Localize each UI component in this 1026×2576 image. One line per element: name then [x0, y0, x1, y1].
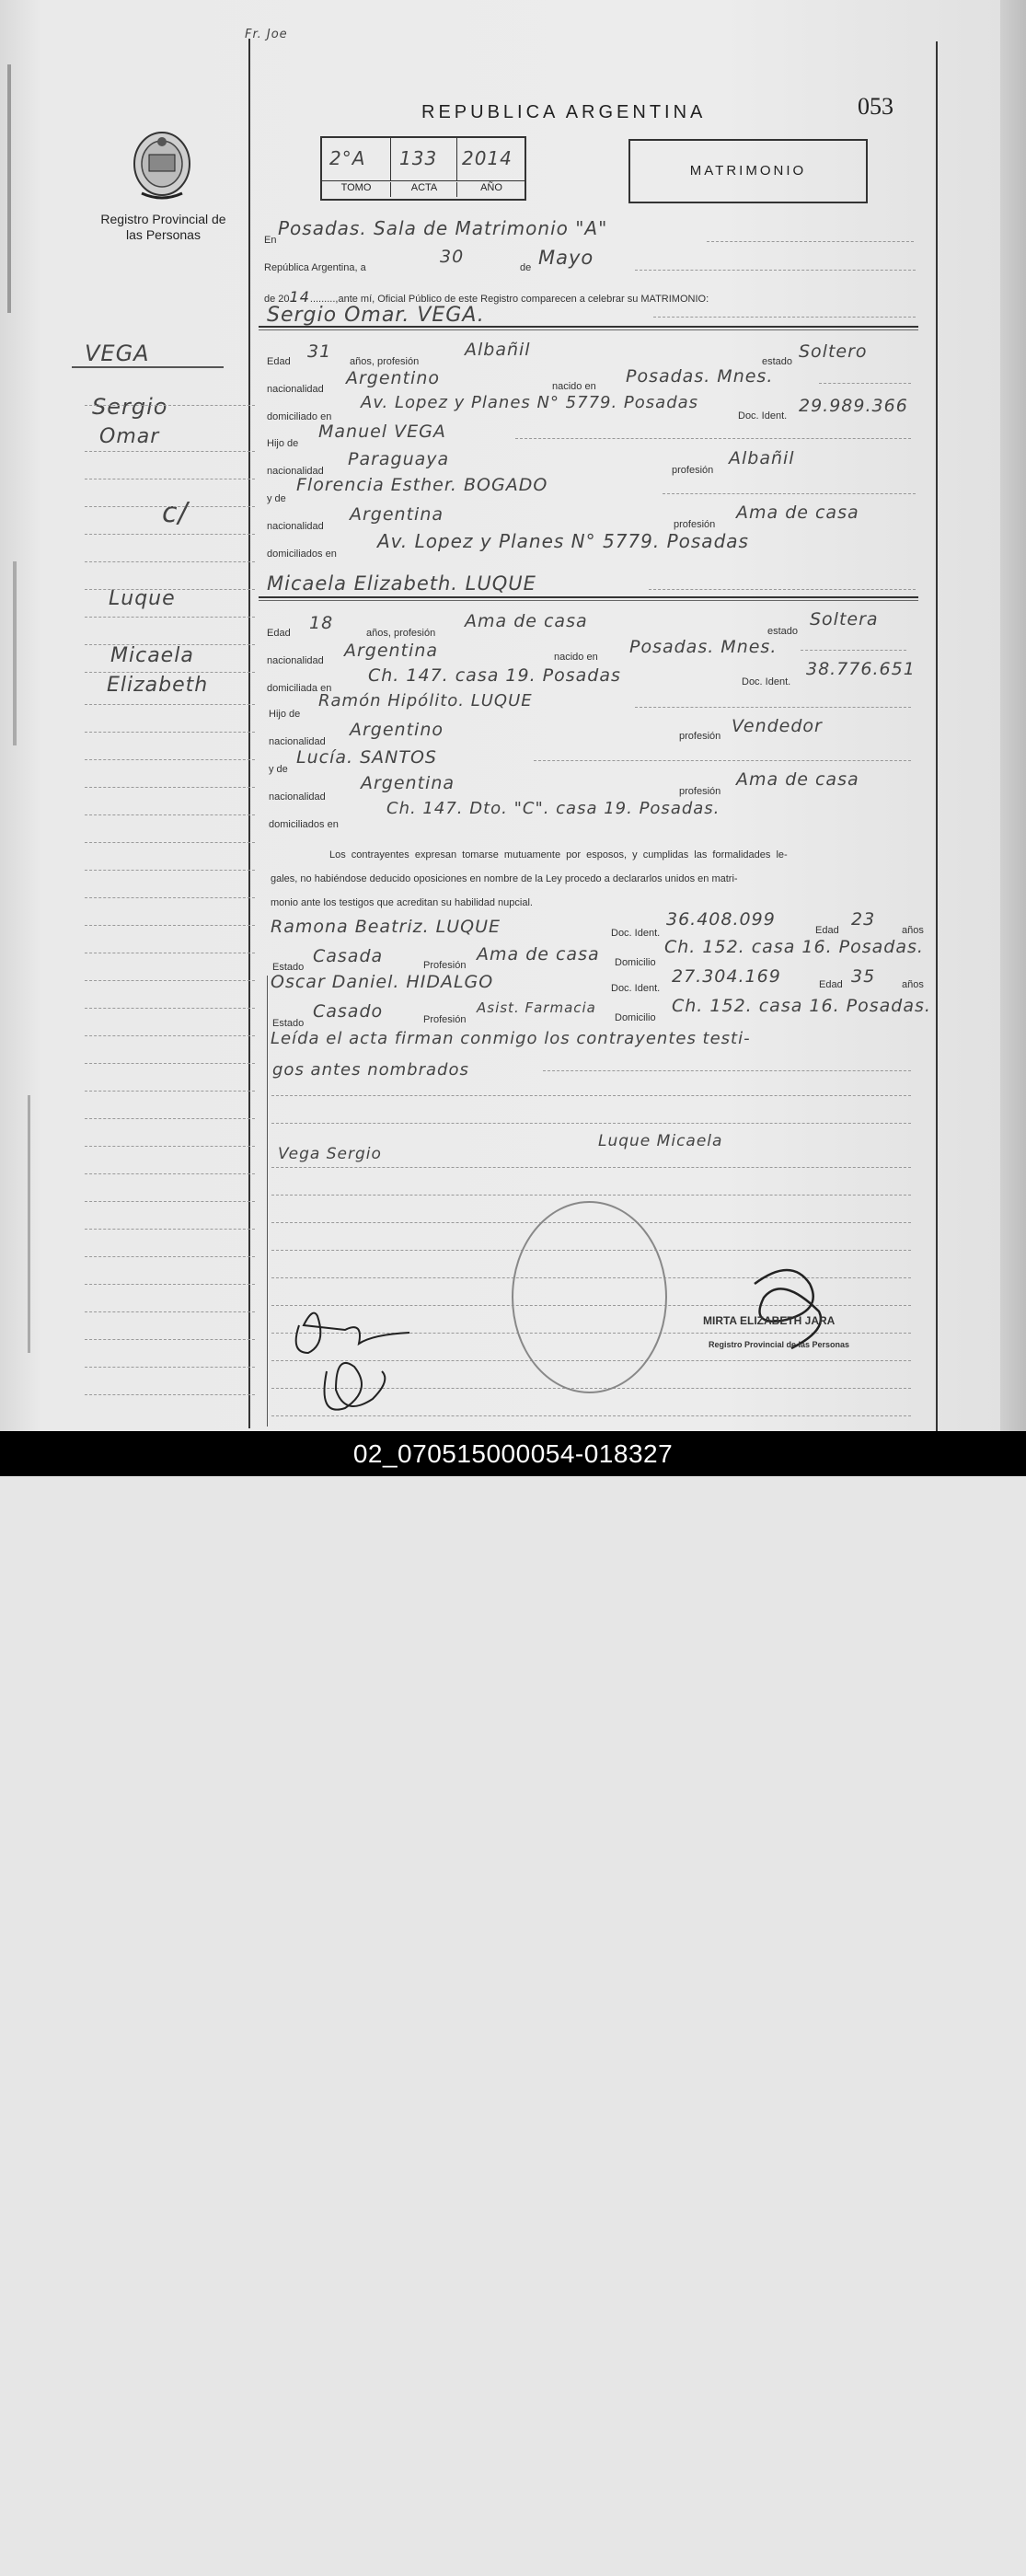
bride-name: Micaela Elizabeth. LUQUE	[267, 572, 536, 595]
en-label: En	[264, 235, 277, 246]
hijo-label: Hijo de	[267, 438, 299, 449]
witness2-anos-label: años	[902, 979, 924, 990]
witness2-estado-label: Estado	[272, 1018, 305, 1029]
bride-nacido-label: nacido en	[554, 652, 598, 663]
groom-profession: Albañil	[465, 340, 531, 360]
bride-father: Ramón Hipólito. LUQUE	[318, 691, 533, 710]
mother-nat-label: nacionalidad	[267, 521, 324, 532]
year-prefix: de 20	[264, 294, 290, 305]
bride-estado-label: estado	[767, 626, 799, 637]
doc-label: Doc. Ident.	[738, 410, 788, 422]
bride-profession: Ama de casa	[465, 611, 588, 631]
anos-profesion-label: años, profesión	[350, 356, 420, 367]
witness2-status: Casado	[313, 1001, 384, 1022]
bride-address: Ch. 147. casa 19. Posadas	[368, 665, 621, 686]
bride-father-nat-label: nacionalidad	[269, 736, 326, 747]
estado-label: estado	[762, 356, 793, 367]
acta-label: ACTA	[390, 182, 457, 197]
bride-age: 18	[309, 613, 334, 633]
bride-mother-nationality: Argentina	[361, 773, 455, 793]
witness1-prof-label: Profesión	[423, 960, 467, 971]
edad-label: Edad	[267, 356, 291, 367]
witness2-address: Ch. 152. casa 16. Posadas.	[672, 996, 931, 1016]
groom-mother: Florencia Esther. BOGADO	[296, 475, 548, 495]
witness2-age: 35	[851, 966, 876, 987]
witness1-name: Ramona Beatriz. LUQUE	[271, 917, 501, 937]
groom-father: Manuel VEGA	[318, 422, 446, 442]
declaration-line-2: gales, no habiéndose deducido oposiciones en nombre de la Ley procedo a declararlos unidos en matri-	[271, 873, 738, 884]
binding-mark	[28, 1095, 30, 1353]
bride-nac-label: nacionalidad	[267, 655, 324, 666]
scan-footer-code: 02_070515000054-018327	[0, 1431, 1026, 1476]
witness1-doc-label: Doc. Ident.	[611, 928, 661, 939]
margin-bride-given2: Elizabeth	[107, 674, 209, 697]
place-value: Posadas. Sala de Matrimonio "A"	[278, 217, 608, 239]
binding-mark	[13, 561, 17, 745]
ano-label: AÑO	[456, 182, 525, 197]
margin-ruled-lines	[85, 327, 255, 1431]
witness1-profession: Ama de casa	[477, 944, 600, 965]
bride-domic-label: domiciliada en	[267, 683, 332, 694]
witness2-profession: Asist. Farmacia	[477, 999, 596, 1016]
bride-mother: Lucía. SANTOS	[296, 747, 437, 768]
witness2-doc-label: Doc. Ident.	[611, 983, 661, 994]
bride-mother-prof-label: profesión	[679, 786, 721, 797]
margin-groom-surname: VEGA	[85, 341, 150, 366]
bride-father-profession: Vendedor	[732, 716, 823, 736]
bride-anos-label: años, profesión	[366, 628, 436, 639]
witness2-domicilio-label: Domicilio	[615, 1012, 656, 1023]
bride-mother-nat-label: nacionalidad	[269, 791, 326, 803]
groom-status: Soltero	[799, 341, 868, 362]
nacionalidad-label: nacionalidad	[267, 384, 324, 395]
margin-bride-given1: Micaela	[110, 644, 194, 667]
witness1-age: 23	[851, 909, 876, 930]
officer-name: MIRTA ELIZABETH JARA	[703, 1314, 836, 1327]
year-line: de 2014.........,ante mí, Oficial Público de este Registro comparecen a celebrar su MATRIMONIO:	[264, 288, 709, 306]
witness1-address: Ch. 152. casa 16. Posadas.	[664, 937, 924, 957]
witness2-name: Oscar Daniel. HIDALGO	[271, 972, 494, 992]
margin-groom-given1: Sergio	[92, 394, 168, 420]
father-prof-label: profesión	[672, 465, 714, 476]
bride-parents-address: Ch. 147. Dto. "C". casa 19. Posadas.	[386, 799, 721, 818]
page-number: 053	[858, 93, 893, 120]
book-edge	[1000, 0, 1026, 1431]
registry-name: Registro Provincial de las Personas	[100, 212, 226, 242]
groom-name: Sergio Omar. VEGA.	[267, 304, 485, 327]
bride-father-prof-label: profesión	[679, 731, 721, 742]
corner-note: Fr. Joe	[245, 28, 288, 41]
binding-mark	[7, 64, 11, 313]
month-value: Mayo	[538, 247, 594, 269]
nacido-label: nacido en	[552, 381, 596, 392]
de-label: de	[520, 262, 532, 273]
bride-doc-label: Doc. Ident.	[742, 676, 791, 687]
bride-signature: Luque Micaela	[598, 1132, 723, 1150]
groom-mother-nationality: Argentina	[350, 504, 444, 525]
country-title: REPUBLICA ARGENTINA	[421, 102, 707, 122]
bride-hijo-label: Hijo de	[269, 709, 301, 720]
bride-doc: 38.776.651	[806, 659, 916, 679]
witness2-prof-label: Profesión	[423, 1014, 467, 1025]
groom-birthplace: Posadas. Mnes.	[626, 366, 774, 387]
groom-father-nationality: Paraguaya	[348, 449, 450, 469]
record-type-box	[628, 139, 868, 203]
tomo-value: 2°A	[329, 147, 366, 169]
closing-line-2: gos antes nombrados	[272, 1060, 469, 1080]
groom-mother-profession: Ama de casa	[736, 502, 859, 523]
bride-parents-address-label: domiciliados en	[269, 819, 339, 830]
inner-border	[267, 976, 268, 1427]
witness1-anos-label: años	[902, 925, 924, 936]
official-seal	[512, 1201, 667, 1393]
bride-status: Soltera	[810, 609, 879, 630]
margin-groom-given2: Omar	[99, 425, 160, 448]
groom-nationality: Argentino	[346, 368, 440, 388]
father-nat-label: nacionalidad	[267, 466, 324, 477]
officer-title: Registro Provincial de las Personas	[709, 1340, 850, 1349]
parents-address-label: domiciliados en	[267, 549, 337, 560]
intro-statement: ante mí, Oficial Público de este Registro comparecen a celebrar su MATRIMONIO:	[338, 294, 709, 305]
bride-nationality: Argentina	[344, 641, 439, 661]
bride-mother-profession: Ama de casa	[736, 769, 859, 790]
yde-label: y de	[267, 493, 286, 504]
groom-doc: 29.989.366	[799, 396, 908, 416]
coat-of-arms-icon	[129, 129, 195, 201]
ano-value: 2014	[462, 147, 513, 169]
groom-father-profession: Albañil	[729, 448, 795, 468]
bride-birthplace: Posadas. Mnes.	[629, 637, 778, 657]
witness1-doc: 36.408.099	[666, 909, 776, 930]
bride-father-nationality: Argentino	[350, 720, 444, 740]
witness-signatures-icon	[281, 1288, 428, 1427]
bride-edad-label: Edad	[267, 628, 291, 639]
year-suffix: 14	[289, 288, 310, 306]
margin-bride-surname: Luque	[109, 587, 176, 610]
tomo-label: TOMO	[340, 182, 372, 193]
mother-prof-label: profesión	[674, 519, 716, 530]
right-border	[936, 41, 938, 1431]
declaration-line-1: Los contrayentes expresan tomarse mutuamente por esposos, y cumplidas las formalidades le-	[329, 849, 788, 861]
closing-line-1: Leída el acta firman conmigo los contrayentes testi-	[271, 1029, 751, 1048]
groom-signature: Vega Sergio	[278, 1145, 382, 1163]
acta-value: 133	[399, 147, 438, 169]
bride-yde-label: y de	[269, 764, 288, 775]
domiciliado-label: domiciliado en	[267, 411, 332, 422]
witness1-estado-label: Estado	[272, 962, 305, 973]
record-type: MATRIMONIO	[689, 163, 807, 179]
witness2-doc: 27.304.169	[672, 966, 781, 987]
day-value: 30	[440, 247, 465, 267]
declaration-line-3: monio ante los testigos que acreditan su habilidad nupcial.	[271, 897, 533, 908]
witness1-status: Casada	[313, 946, 384, 966]
groom-address: Av. Lopez y Planes N° 5779. Posadas	[361, 393, 699, 412]
groom-parents-address: Av. Lopez y Planes N° 5779. Posadas	[377, 530, 749, 552]
margin-conj: c/	[162, 497, 189, 529]
groom-age: 31	[307, 341, 332, 362]
witness1-domicilio-label: Domicilio	[615, 957, 656, 968]
witness2-edad-label: Edad	[819, 979, 843, 990]
record-ref-table	[320, 136, 526, 201]
republica-label: República Argentina, a	[264, 262, 366, 273]
witness1-edad-label: Edad	[815, 925, 839, 936]
